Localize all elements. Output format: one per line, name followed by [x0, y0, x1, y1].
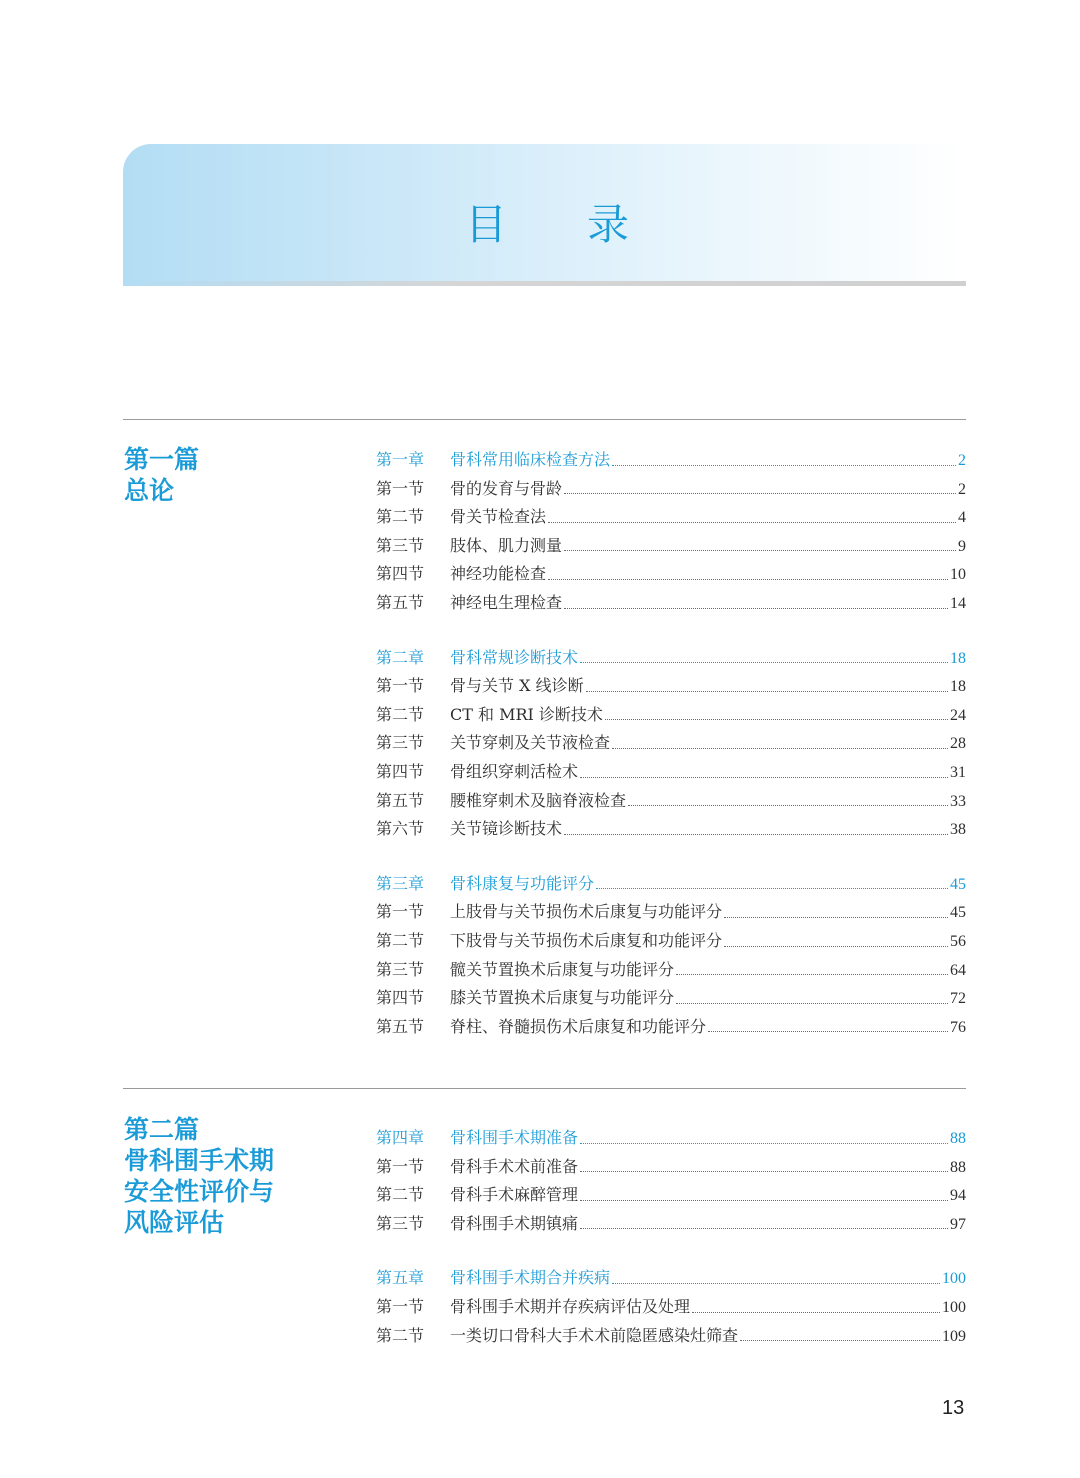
toc-section-row[interactable]	[376, 928, 966, 956]
dot-leader	[564, 550, 956, 551]
dot-leader	[708, 1031, 948, 1032]
toc-section-row[interactable]	[376, 730, 966, 758]
toc-section-row[interactable]	[376, 504, 966, 532]
section-number: 第五节	[376, 790, 425, 810]
section-page: 76	[950, 1018, 966, 1036]
dot-leader	[580, 1228, 948, 1229]
toc-section-row[interactable]	[376, 590, 966, 618]
section-page: 31	[950, 764, 966, 781]
section-name: 骨科围手术期镇痛	[450, 1213, 579, 1233]
section-number: 第一节	[376, 676, 425, 696]
dot-leader	[580, 1171, 948, 1172]
section-page: 94	[950, 1187, 966, 1205]
dot-leader	[580, 662, 948, 663]
dot-leader	[586, 691, 948, 692]
chapter-number: 第二章	[376, 647, 425, 667]
section-number: 第一节	[376, 902, 425, 922]
section-number: 第二节	[376, 507, 425, 527]
toc-section-row[interactable]	[376, 957, 966, 985]
section-page: 24	[950, 706, 966, 724]
section-number: 第五节	[376, 593, 425, 612]
toc-section-row[interactable]	[376, 533, 966, 561]
dot-leader	[628, 805, 948, 806]
toc-section-row[interactable]	[376, 561, 966, 589]
section-name: 骨科手术术前准备	[450, 1156, 579, 1176]
section-name: 膝关节置换术后康复与功能评分	[450, 988, 675, 1008]
part-divider	[123, 419, 966, 420]
chapter-number: 第四章	[376, 1128, 425, 1147]
toc-section-row[interactable]	[376, 1323, 966, 1351]
dot-leader	[676, 1003, 948, 1004]
section-name: 神经功能检查	[450, 564, 547, 584]
toc-section-row[interactable]	[376, 816, 966, 844]
section-name: 关节镜诊断技术	[450, 819, 563, 839]
part-title-line: 第一篇	[124, 445, 200, 474]
dot-leader	[548, 522, 956, 523]
section-page: 14	[950, 595, 966, 612]
section-number: 第三节	[376, 1213, 425, 1233]
dot-leader	[740, 1340, 940, 1341]
section-page: 109	[942, 1327, 966, 1345]
part-divider	[123, 1088, 966, 1089]
dot-leader	[580, 777, 948, 778]
chapter-page: 45	[950, 875, 966, 893]
dot-leader	[605, 719, 948, 720]
toc-section-row[interactable]	[376, 1154, 966, 1182]
chapter-number: 第五章	[376, 1268, 425, 1288]
part-title-line: 第二篇	[124, 1115, 200, 1144]
section-number: 第四节	[376, 988, 425, 1008]
chapter-number: 第三章	[376, 873, 425, 893]
dot-leader	[564, 493, 956, 494]
section-number: 第一节	[376, 1297, 425, 1316]
toc-section-row[interactable]	[376, 702, 966, 730]
chapter-name: 骨科围手术期合并疾病	[450, 1268, 611, 1288]
toc-section-row[interactable]	[376, 899, 966, 927]
section-page: 28	[950, 735, 966, 753]
section-number: 第二节	[376, 931, 425, 950]
section-number: 第三节	[376, 959, 425, 979]
dot-leader	[596, 888, 948, 889]
dot-leader	[564, 834, 948, 835]
section-name: 骨的发育与骨龄	[450, 478, 563, 498]
dot-leader	[724, 946, 948, 947]
toc-section-row[interactable]	[376, 1211, 966, 1239]
section-page: 2	[958, 480, 966, 498]
section-page: 10	[950, 566, 966, 584]
toc-chapter-row[interactable]	[376, 871, 966, 899]
chapter-page: 2	[958, 452, 966, 469]
section-page: 88	[950, 1158, 966, 1176]
section-name: 骨关节检查法	[450, 507, 547, 527]
section-name: 髋关节置换术后康复与功能评分	[450, 959, 675, 979]
chapter-name: 骨科康复与功能评分	[450, 873, 595, 893]
section-number: 第四节	[376, 564, 425, 584]
chapter-page: 100	[942, 1270, 966, 1288]
dot-leader	[724, 917, 948, 918]
section-name: 关节穿刺及关节液检查	[450, 733, 611, 753]
section-page: 9	[958, 537, 966, 555]
section-name: 骨科围手术期并存疾病评估及处理	[450, 1297, 691, 1316]
section-number: 第一节	[376, 478, 425, 498]
toc-section-row[interactable]	[376, 476, 966, 504]
chapter-page: 88	[950, 1130, 966, 1147]
page-title	[465, 192, 631, 252]
section-number: 第二节	[376, 704, 425, 724]
section-name: 肢体、肌力测量	[450, 535, 563, 555]
part-title	[124, 1114, 274, 1238]
dot-leader	[612, 748, 948, 749]
dot-leader	[692, 1312, 940, 1313]
toc-section-row[interactable]	[376, 1294, 966, 1322]
part-title	[124, 444, 199, 506]
part-title-line: 总论	[124, 476, 175, 505]
section-page: 97	[950, 1215, 966, 1233]
section-page: 72	[950, 990, 966, 1008]
section-name: 下肢骨与关节损伤术后康复和功能评分	[450, 931, 723, 950]
page-number: 13	[942, 1397, 965, 1419]
dot-leader	[548, 579, 948, 580]
dot-leader	[676, 974, 948, 975]
section-name: 脊柱、脊髓损伤术后康复和功能评分	[450, 1016, 707, 1036]
page-title-char-1: 目	[465, 200, 510, 249]
toc-section-row[interactable]	[376, 1182, 966, 1210]
section-page: 100	[942, 1299, 966, 1316]
section-number: 第四节	[376, 762, 425, 781]
dot-leader	[580, 1200, 948, 1201]
chapter-name: 骨科常用临床检查方法	[450, 450, 611, 469]
page-title-char-2: 录	[587, 200, 632, 249]
chapter-number: 第一章	[376, 450, 425, 469]
section-page: 18	[950, 678, 966, 696]
section-page: 56	[950, 933, 966, 950]
dot-leader	[564, 608, 948, 609]
chapter-page: 18	[950, 649, 966, 667]
section-name: 上肢骨与关节损伤术后康复与功能评分	[450, 902, 723, 922]
toc-chapter-row[interactable]	[376, 1265, 966, 1293]
title-banner-rule	[123, 281, 966, 286]
section-name: 一类切口骨科大手术术前隐匿感染灶筛查	[450, 1325, 739, 1345]
section-name: 骨组织穿刺活检术	[450, 762, 579, 781]
toc-section-row[interactable]	[376, 759, 966, 787]
section-name: 腰椎穿刺术及脑脊液检查	[450, 790, 627, 810]
dot-leader	[612, 1283, 940, 1284]
toc-chapter-row[interactable]	[376, 447, 966, 475]
chapter-name: 骨科常规诊断技术	[450, 647, 579, 667]
toc-section-row[interactable]	[376, 985, 966, 1013]
toc-section-row[interactable]	[376, 673, 966, 701]
section-number: 第二节	[376, 1325, 425, 1345]
section-name: 骨与关节 X 线诊断	[450, 676, 584, 696]
section-number: 第二节	[376, 1185, 425, 1205]
part-title-line: 风险评估	[124, 1208, 225, 1237]
toc-chapter-row[interactable]	[376, 1125, 966, 1153]
toc-section-row[interactable]	[376, 788, 966, 816]
section-number: 第一节	[376, 1156, 425, 1176]
part-title-line: 骨科围手术期	[124, 1146, 275, 1175]
section-name: 神经电生理检查	[450, 593, 563, 612]
section-name: CT 和 MRI 诊断技术	[450, 704, 603, 724]
section-number: 第六节	[376, 819, 425, 839]
section-page: 38	[950, 821, 966, 839]
section-number: 第三节	[376, 535, 425, 555]
section-page: 64	[950, 961, 966, 979]
dot-leader	[612, 465, 956, 466]
dot-leader	[580, 1143, 948, 1144]
section-page: 45	[950, 904, 966, 922]
section-number: 第三节	[376, 733, 425, 753]
section-page: 4	[958, 509, 966, 527]
toc-chapter-row[interactable]	[376, 645, 966, 673]
toc-section-row[interactable]	[376, 1014, 966, 1042]
chapter-name: 骨科围手术期准备	[450, 1128, 579, 1147]
part-title-line: 安全性评价与	[124, 1177, 275, 1206]
section-page: 33	[950, 792, 966, 810]
section-name: 骨科手术麻醉管理	[450, 1185, 579, 1205]
section-number: 第五节	[376, 1016, 425, 1036]
